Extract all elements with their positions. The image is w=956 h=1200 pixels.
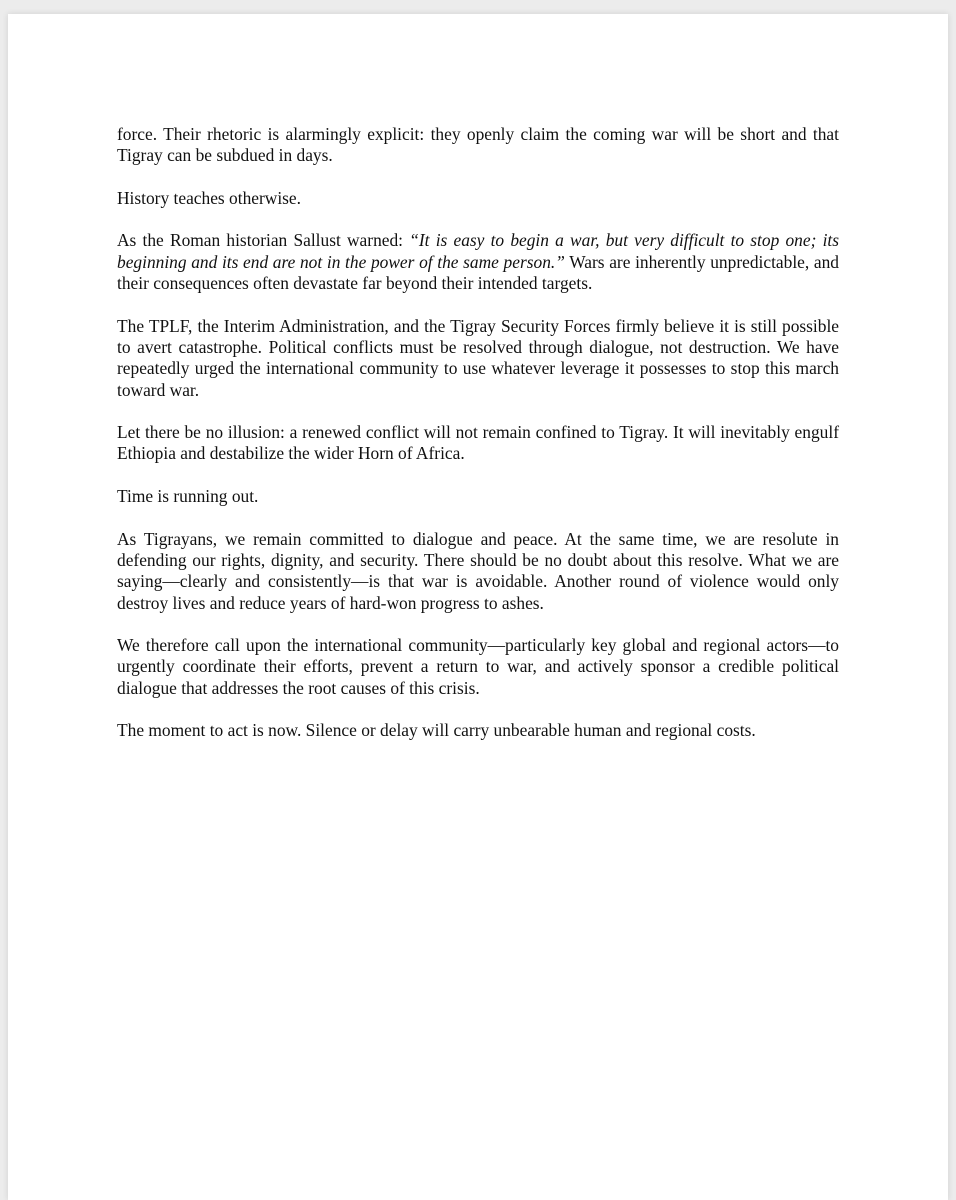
paragraph-tigrayans-committed: As Tigrayans, we remain committed to dialogue and peace. At the same time, we are resolute in defending our rights, dignity, and security. There should be no doubt about this resolve. What we are saying—clearly and consistently—is that war is avoidable. Another round of violence would only destroy lives and reduce years of hard-won progress to ashes. (117, 528, 839, 613)
document-body (117, 124, 839, 763)
sallust-quote: “It is easy to begin a war, but very difficult to stop one; its beginning and its end are not in the power of the same person.” (117, 230, 840, 272)
paragraph-sallust-quote (117, 230, 839, 294)
paragraph-call-upon: We therefore call upon the international community—particularly key global and regional actors—to urgently coordinate their efforts, prevent a return to war, and actively sponsor a credible political dialogue that addresses the root causes of this crisis. (117, 635, 839, 698)
paragraph-no-illusion: Let there be no illusion: a renewed conflict will not remain confined to Tigray. It will inevitably engulf Ethiopia and destabilize the wider Horn of Africa. (117, 422, 839, 464)
quote-lead-in: As the Roman historian Sallust warned: (117, 230, 410, 251)
quote-follow-up: Wars are inherently unpredictable, and their consequences often devastate far beyond their intended targets. (117, 251, 839, 294)
paragraph-avert-catastrophe: The TPLF, the Interim Administration, and the Tigray Security Forces firmly believe it is still possible to avert catastrophe. Political conflicts must be resolved through dialogue, not destruction. We have repeatedly urged the international community to use whatever leverage it possesses to stop this march toward war. (117, 315, 839, 400)
document-page (8, 14, 948, 1200)
paragraph-time-running-out: Time is running out. (117, 486, 259, 507)
paragraph-rhetoric: force. Their rhetoric is alarmingly explicit: they openly claim the coming war will be short and that Tigray can be subdued in days. (117, 124, 839, 166)
paragraph-moment-to-act: The moment to act is now. Silence or delay will carry unbearable human and regional costs. (117, 720, 756, 741)
paragraph-history: History teaches otherwise. (117, 187, 301, 208)
